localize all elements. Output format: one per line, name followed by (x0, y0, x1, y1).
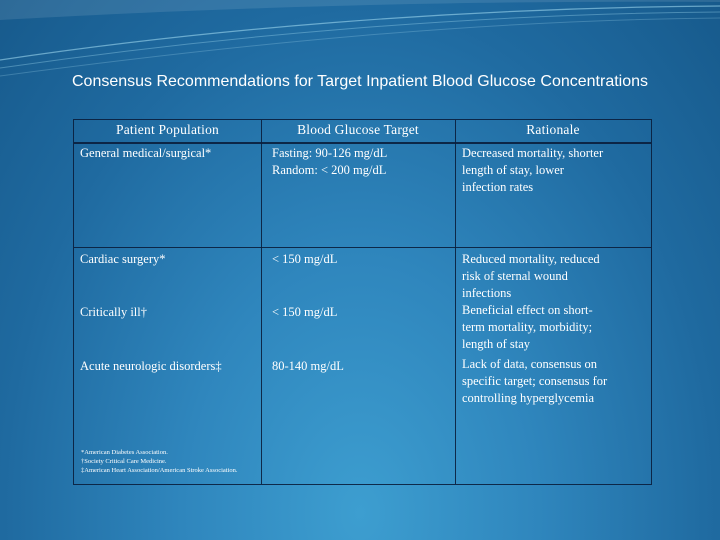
row-2-rationale-line: risk of sternal wound (462, 269, 568, 283)
header-patient-population: Patient Population (116, 122, 219, 137)
header-divider (74, 142, 651, 144)
column-divider (261, 120, 262, 484)
row-4-rationale-line: Lack of data, consensus on (462, 357, 598, 371)
slide-title: Consensus Recommendations for Target Inpatient Blood Glucose Concentrations (71, 73, 649, 90)
recommendations-table (73, 119, 652, 485)
row-4-rationale (462, 356, 607, 407)
row-1-target-line: Fasting: 90-126 mg/dL (272, 146, 388, 160)
row-3-rationale-line: length of stay (462, 337, 531, 351)
row-divider (74, 247, 455, 248)
footnote: †Society Critical Care Medicine. (81, 458, 167, 465)
row-3-rationale-line: Beneficial effect on short- (462, 303, 593, 317)
column-divider (455, 120, 456, 484)
row-1-rationale-line: length of stay, lower (462, 163, 564, 177)
row-2-population: Cardiac surgery* (80, 252, 166, 266)
row-4-target: 80-140 mg/dL (272, 359, 344, 373)
decorative-swoosh (0, 0, 720, 80)
table-footnotes (81, 448, 238, 475)
row-1-population: General medical/surgical* (80, 146, 212, 160)
row-2-rationale-line: Reduced mortality, reduced (462, 252, 600, 266)
row-1-rationale-line: Decreased mortality, shorter (462, 146, 604, 160)
row-1-rationale (462, 145, 603, 196)
row-2-rationale (462, 251, 600, 302)
row-3-rationale (462, 302, 593, 353)
row-3-rationale-line: term mortality, morbidity; (462, 320, 593, 334)
footnote: ‡American Heart Association/American Stroke Association. (81, 467, 238, 474)
row-4-population: Acute neurologic disorders‡ (80, 359, 222, 373)
row-4-rationale-line: specific target; consensus for (462, 374, 608, 388)
row-2-target: < 150 mg/dL (272, 252, 338, 266)
header-rationale: Rationale (526, 122, 580, 137)
row-divider (455, 247, 651, 248)
row-3-population: Critically ill† (80, 305, 148, 319)
row-3-target: < 150 mg/dL (272, 305, 338, 319)
row-4-rationale-line: controlling hyperglycemia (462, 391, 595, 405)
footnote: *American Diabetes Association. (81, 449, 168, 456)
row-1-target-line: Random: < 200 mg/dL (272, 163, 387, 177)
row-1-rationale-line: infection rates (462, 180, 534, 194)
row-2-rationale-line: infections (462, 286, 512, 300)
header-blood-glucose-target: Blood Glucose Target (297, 122, 419, 137)
row-1-target (272, 145, 387, 179)
